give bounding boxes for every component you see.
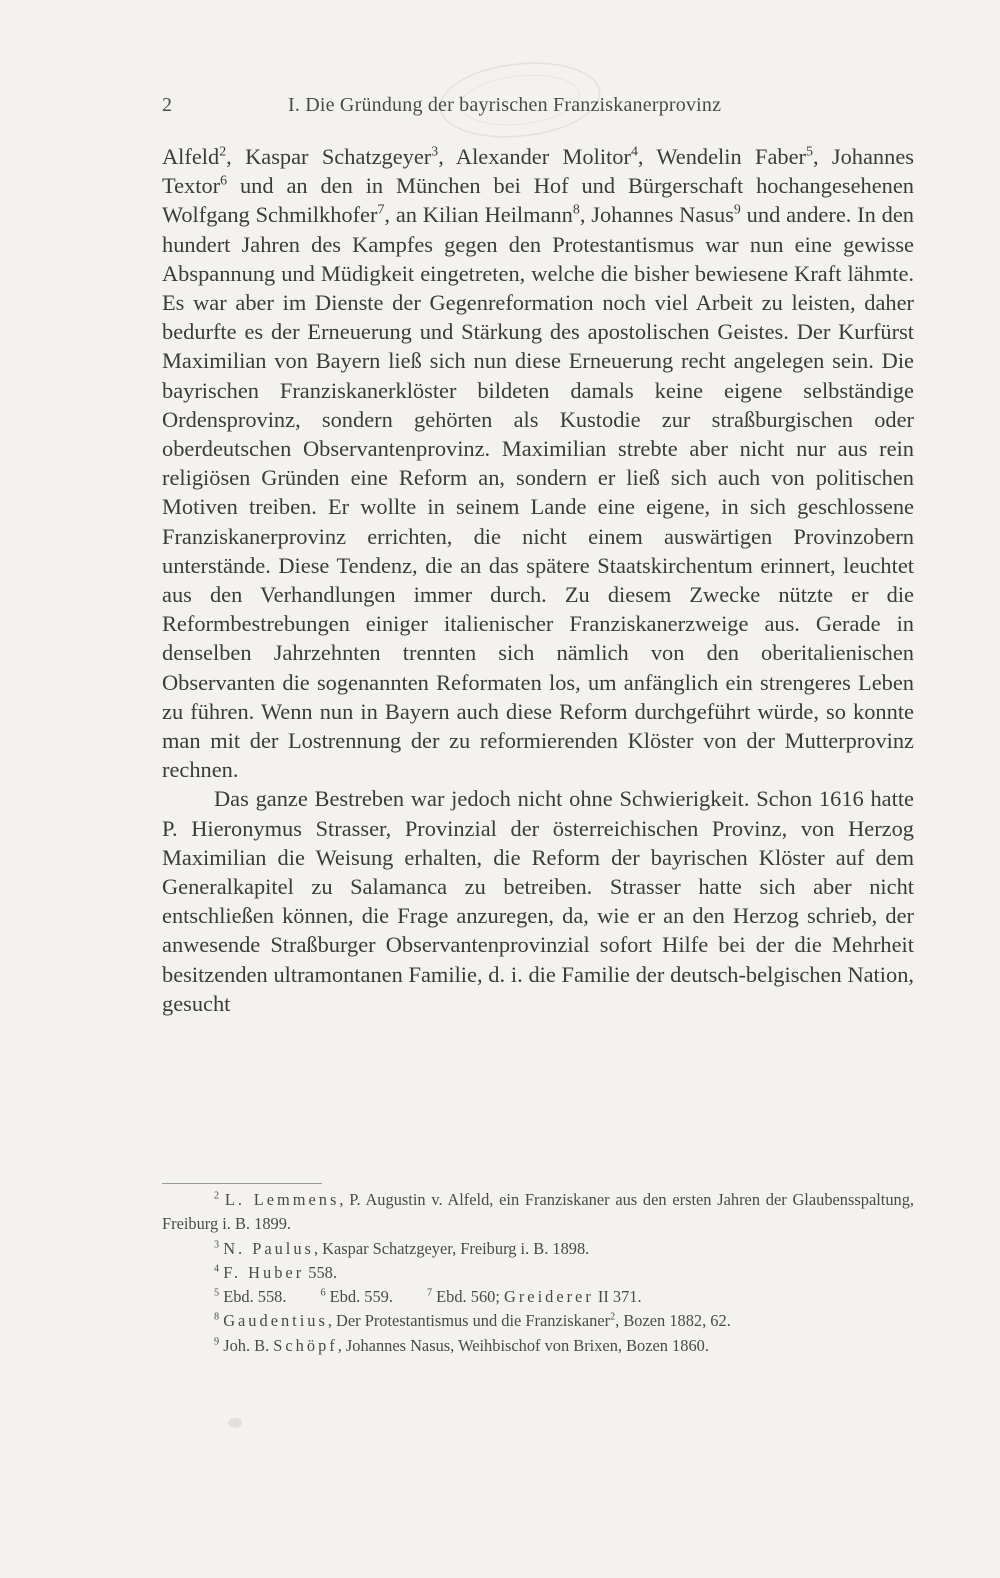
footnote-3 <box>162 1237 914 1261</box>
footnotes-5-6-7 <box>162 1285 914 1309</box>
footnote-divider <box>162 1183 322 1184</box>
footnote-text: Ebd. 559. <box>329 1287 393 1307</box>
footnote-text: , Johannes Nasus, Weihbischof von Brixen, Bozen 1860. <box>337 1335 709 1355</box>
text-span: , Johannes Nasus <box>579 202 734 228</box>
running-title: I. Die Gründung der bayrischen Franziskanerprovinz <box>288 94 722 116</box>
footnote-author: Schöpf <box>273 1335 338 1355</box>
text-span: Alfeld <box>162 144 220 169</box>
paragraph-1 <box>162 142 914 784</box>
text-span: , Kaspar Schatzgeyer <box>226 144 432 169</box>
footnote-author: Greiderer <box>504 1287 594 1307</box>
footnote-ref-7: 7 <box>377 202 385 218</box>
footnote-author: Gaudentius <box>223 1311 328 1331</box>
paragraph-2: Das ganze Bestreben war jedoch nicht ohne Schwierigkeit. Schon 1616 hatte P. Hieronymus Strasser, Provinzial der österreichischen Provinz, von Herzog Maximilian die Weisung erhalten, die Reform der bayrischen Klöster auf dem Generalkapitel zu Salamanca zu betreiben. Strasser hatte sich aber nicht entschließen können, die Frage anzuregen, da, wie er an den Herzog schrieb, der anwesende Straßburger Observantenprovinzial sofort Hilfe bei der die Mehrheit besitzenden ultramontanen Familie, d. i. die Familie der deutsch-belgischen Nation, gesucht <box>162 786 914 1016</box>
footnote-text: Ebd. 558. <box>223 1287 287 1307</box>
footnote-number: 6 <box>320 1287 326 1299</box>
footnote-author: L. Lemmens <box>224 1190 340 1209</box>
footnote-ref-8: 8 <box>572 202 580 218</box>
footnote-text: , Der Protestantismus und die Franziskaner <box>327 1311 611 1331</box>
footnote-number: 3 <box>214 1239 220 1251</box>
footnote-8 <box>162 1309 914 1333</box>
footnote-ref-5: 5 <box>806 144 813 160</box>
footnote-number: 5 <box>214 1287 220 1299</box>
text-span: und an den in München bei Hof und Bürgerschaft hochangesehenen Wolfgang Schmilkhofer <box>162 173 914 228</box>
text-span: , Wendelin Faber <box>637 144 806 169</box>
footnotes <box>162 1188 914 1358</box>
text-span: , an Kilian Heilmann <box>384 202 573 228</box>
paper-smudge <box>228 1418 242 1428</box>
footnote-number: 9 <box>214 1336 220 1348</box>
footnote-2 <box>162 1188 914 1237</box>
footnote-number: 2 <box>214 1190 220 1202</box>
page-number: 2 <box>162 94 172 116</box>
footnote-ref-3: 3 <box>431 144 439 160</box>
footnote-ref-4: 4 <box>630 144 638 160</box>
edition-superscript: 2 <box>610 1312 616 1324</box>
footnote-number: 8 <box>214 1312 220 1324</box>
footnote-9 <box>162 1334 914 1358</box>
footnote-text: 558. <box>304 1262 337 1282</box>
text-span: , Johannes Textor <box>162 144 914 199</box>
footnote-author: F. Huber <box>223 1262 305 1282</box>
footnote-text: II 371. <box>593 1287 642 1307</box>
footnote-ref-6: 6 <box>220 173 228 189</box>
footnote-ref-2: 2 <box>219 144 227 160</box>
footnote-text: , Bozen 1882, 62. <box>615 1311 731 1331</box>
running-header <box>162 94 914 124</box>
footnote-number: 4 <box>214 1263 220 1275</box>
footnote-ref-9: 9 <box>733 202 741 218</box>
footnote-text: Joh. B. <box>223 1335 274 1355</box>
footnote-text: , Kaspar Schatzgeyer, Freiburg i. B. 1898. <box>313 1238 590 1258</box>
text-span: , Alexander Molitor <box>438 144 631 169</box>
main-text <box>162 142 914 1018</box>
footnote-author: N. Paulus <box>223 1238 314 1258</box>
footnote-text: Ebd. 560; <box>436 1287 504 1307</box>
footnote-text: , P. Augustin v. Alfeld, ein Franziskaner aus den ersten Jahren der Glaubensspaltung, Freiburg i. B. 1899. <box>162 1190 915 1234</box>
footnote-4 <box>162 1261 914 1285</box>
footnote-number: 7 <box>426 1287 433 1299</box>
text-span: und andere. In den hundert Jahren des Kampfes gegen den Protestantismus war nun eine gewisse Abspannung und Müdigkeit eingetreten, welche die bisher bewiesene Kraft lähmte. Es war aber im Dienste der Gegenreformation noch viel Arbeit zu leisten, daher bedurfte es der Erneuerung und Stärkung des apostolischen Geistes. Der Kurfürst Maximilian von Bayern ließ sich nun diese Erneuerung recht angelegen sein. Die bayrischen Franziskanerklöster bildeten damals keine eigene selbständige Ordensprovinz, sondern gehörten als Kustodie zur straßburgischen oder oberdeutschen Observantenprovinz. Maximilian strebte aber nicht nur aus rein religiösen Gründen eine Reform an, sondern er ließ sich auch von politischen Motiven treiben. Er wollte in seinem Lande eine eigene, in sich geschlossene Franziskanerprovinz errichten, die nicht einem auswärtigen Provinzobern unterstände. Diese Tendenz, die an das spätere Staatskirchentum erinnert, leuchtet aus den Verhandlungen immer durch. Zu diesem Zwecke nützte er die Reformbestrebungen einiger italienischer Franziskanerzweige aus. Gerade in denselben Jahrzehnten trennten sich nämlich von den oberitalienischen Observanten die sogenannten Reformaten los, um anfänglich ein strengeres Leben zu führen. Wenn nun in Bayern auch diese Reform durchgeführt würde, so konnte man mit der Lostrennung der zu reformierenden Klöster von der Mutterprovinz rechnen. <box>162 202 914 783</box>
